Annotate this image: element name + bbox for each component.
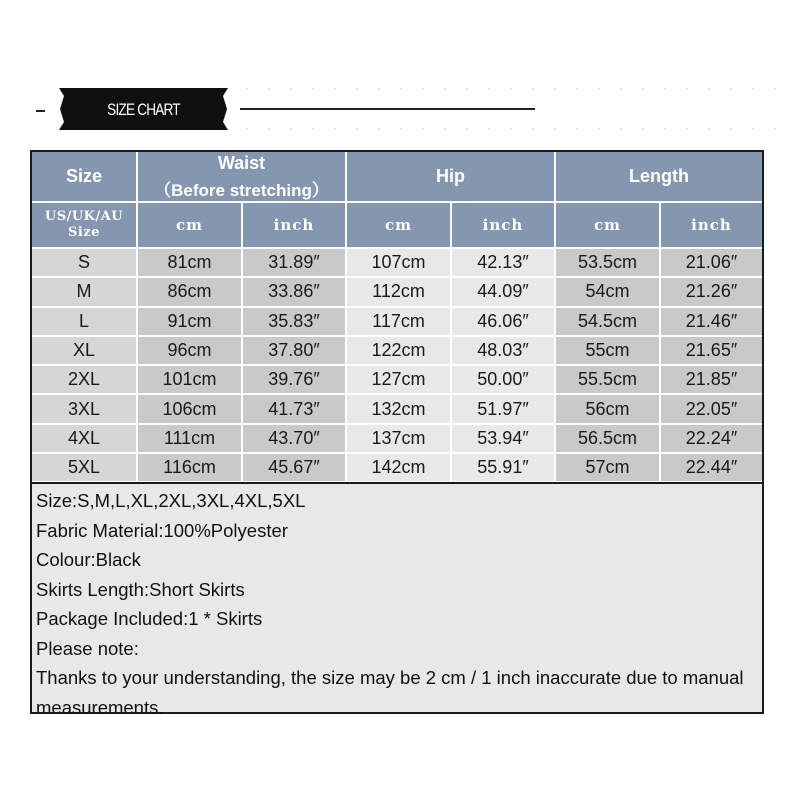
measure-cell: 111cm: [137, 424, 242, 453]
table-row: [32, 307, 762, 336]
header-rule: [245, 108, 535, 110]
unit-header-size-region: US/UK/AU Size: [32, 202, 137, 248]
measure-cell: 31.89″: [242, 248, 346, 277]
measure-cell: 117cm: [346, 307, 451, 336]
measure-cell: 112cm: [346, 277, 451, 306]
measure-cell: 116cm: [137, 453, 242, 482]
measure-cell: 54cm: [555, 277, 660, 306]
measure-cell: 56cm: [555, 394, 660, 423]
col-header-length: Length: [555, 152, 762, 202]
measure-cell: 81cm: [137, 248, 242, 277]
table-row: [32, 394, 762, 423]
size-cell: 5XL: [32, 453, 137, 482]
size-table: [32, 152, 762, 483]
measure-cell: 44.09″: [451, 277, 555, 306]
measure-cell: 22.44″: [660, 453, 762, 482]
size-chart: [30, 150, 764, 718]
note-line: Skirts Length:Short Skirts: [36, 578, 245, 600]
measure-cell: 106cm: [137, 394, 242, 423]
table-row: [32, 336, 762, 365]
size-cell: 4XL: [32, 424, 137, 453]
measure-cell: 101cm: [137, 365, 242, 394]
measure-cell: 55.5cm: [555, 365, 660, 394]
waist-sublabel: （Before stretching）: [154, 180, 329, 200]
measure-cell: 54.5cm: [555, 307, 660, 336]
measure-cell: 53.94″: [451, 424, 555, 453]
size-cell: 2XL: [32, 365, 137, 394]
measure-cell: 21.46″: [660, 307, 762, 336]
unit-header-cm: cm: [137, 202, 242, 248]
measure-cell: 55cm: [555, 336, 660, 365]
measure-cell: 33.86″: [242, 277, 346, 306]
note-line: Colour:Black: [36, 549, 141, 570]
measure-cell: 35.83″: [242, 307, 346, 336]
table-row: [32, 453, 762, 482]
note-line: Fabric Material:100%Polyester: [36, 519, 288, 541]
measure-cell: 48.03″: [451, 336, 555, 365]
col-header-waist: [137, 152, 346, 202]
measure-cell: 107cm: [346, 248, 451, 277]
note-line: Thanks to your understanding, the size may be 2 cm / 1 inch inaccurate due to manual measurements.: [36, 667, 744, 718]
note-line: Package Included:1 * Skirts: [36, 608, 263, 629]
unit-header-inch: inch: [242, 202, 346, 248]
table-row: [32, 424, 762, 453]
note-line: Size:S,M,L,XL,2XL,3XL,4XL,5XL: [36, 490, 306, 511]
size-cell: L: [32, 307, 137, 336]
measure-cell: 55.91″: [451, 453, 555, 482]
note-line: Please note:: [36, 637, 139, 659]
measure-cell: 37.80″: [242, 336, 346, 365]
measure-cell: 142cm: [346, 453, 451, 482]
measure-cell: 56.5cm: [555, 424, 660, 453]
measure-cell: 53.5cm: [555, 248, 660, 277]
table-row: [32, 365, 762, 394]
page-title: SIZE CHART: [107, 100, 180, 119]
measure-cell: 46.06″: [451, 307, 555, 336]
size-cell: S: [32, 248, 137, 277]
measure-cell: 127cm: [346, 365, 451, 394]
measure-cell: 22.05″: [660, 394, 762, 423]
dash-left: [36, 110, 45, 112]
measure-cell: 96cm: [137, 336, 242, 365]
measure-cell: 39.76″: [242, 365, 346, 394]
table-row: [32, 248, 762, 277]
measure-cell: 41.73″: [242, 394, 346, 423]
measure-cell: 122cm: [346, 336, 451, 365]
size-cell: XL: [32, 336, 137, 365]
col-header-hip: Hip: [346, 152, 555, 202]
measure-cell: 43.70″: [242, 424, 346, 453]
waist-label: Waist: [217, 152, 266, 173]
measure-cell: 57cm: [555, 453, 660, 482]
measure-cell: 22.24″: [660, 424, 762, 453]
size-cell: 3XL: [32, 394, 137, 423]
measure-cell: 21.06″: [660, 248, 762, 277]
measure-cell: 42.13″: [451, 248, 555, 277]
size-cell: M: [32, 277, 137, 306]
measure-cell: 21.26″: [660, 277, 762, 306]
measure-cell: 51.97″: [451, 394, 555, 423]
measure-cell: 132cm: [346, 394, 451, 423]
table-row: [32, 277, 762, 306]
measure-cell: 21.85″: [660, 365, 762, 394]
unit-header-cm: cm: [346, 202, 451, 248]
col-header-size: Size: [32, 152, 137, 202]
measure-cell: 137cm: [346, 424, 451, 453]
unit-header-inch: inch: [660, 202, 762, 248]
measure-cell: 45.67″: [242, 453, 346, 482]
product-notes: [32, 482, 762, 718]
unit-header-inch: inch: [451, 202, 555, 248]
measure-cell: 50.00″: [451, 365, 555, 394]
title-tab: [57, 88, 230, 130]
measure-cell: 86cm: [137, 277, 242, 306]
measure-cell: 21.65″: [660, 336, 762, 365]
measure-cell: 91cm: [137, 307, 242, 336]
unit-header-cm: cm: [555, 202, 660, 248]
